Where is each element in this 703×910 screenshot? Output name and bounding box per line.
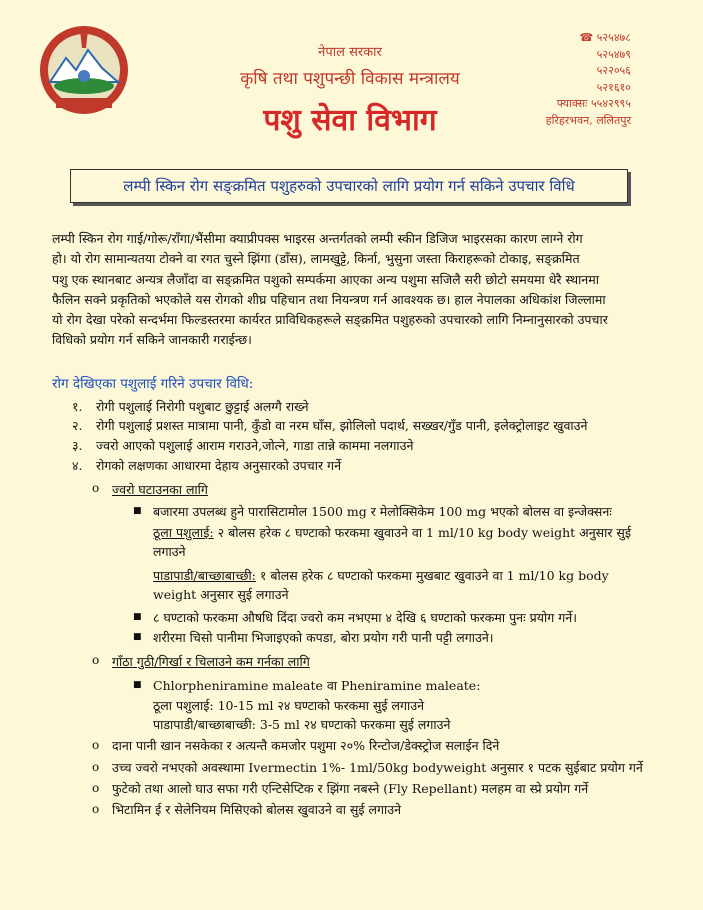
antihistamine-small: पाडापाडी/बाच्छाबाच्छी: 3-5 ml २४ घण्टाको फरकमा सुई लगाउने: [153, 717, 451, 732]
antihistamine-text: Chlorpheniramine maleate वा Pheniramine maleate:: [153, 678, 481, 693]
document-title: लम्पी स्किन रोग सङ्क्रमित पशुहरुको उपचारको लागि प्रयोग गर्न सकिने उपचार विधि: [123, 177, 575, 195]
swelling-heading: गाँठा गुठी/गिर्खा र चिलाउने कम गर्नका लागि: [112, 654, 310, 669]
circle-bullet: o: [92, 653, 100, 667]
fax-line: फ्याक्सः ५५४२९९५: [556, 97, 631, 110]
step-text: रोगी पशुलाई प्रशस्त मात्रामा पानी, कुँडो वा नरम घाँस, झोलिलो पदार्थ, सख्खर/गुँड पानी, इलेक्ट्रोलाइट खुवाउने: [96, 418, 588, 433]
square-bullet: ■: [133, 632, 142, 642]
fever-repeat-text: ८ घण्टाको फरकमा औषधि दिंदा ज्वरो कम नभएमा ४ देखि ६ घण्टाको फरकमा पुनः प्रयोग गर्ने।: [153, 610, 577, 625]
circle-bullet: o: [92, 781, 100, 795]
other-item: भिटामिन ई र सेलेनियम मिसिएको बोलस खुवाउने वा सुई लगाउने: [112, 802, 402, 817]
square-bullet: ■: [133, 612, 142, 622]
intro-line: फैलिन सक्ने प्रकृतिको भएकोले यस रोगको शीघ्र पहिचान तथा नियन्त्रण गर्न आवश्यक छ। हाल नेपालका अधिकांश जिल्लामा: [52, 291, 606, 307]
step-number: ४.: [72, 458, 83, 473]
fever-large-dose: ठूला पशुलाई: २ बोलस हरेक ८ घण्टाको फरकमा खुवाउने वा 1 ml/10 kg body weight अनुसार सुई: [153, 525, 632, 540]
other-item: फुटेको तथा आलो घाउ सफा गरी एन्टिसेप्टिक र झिंगा नबस्ने (Fly Repellant) मलहम वा स्प्रे प्रयोग गर्ने: [112, 781, 589, 796]
step-number: ३.: [72, 438, 83, 453]
fever-large-dose-cont: लगाउने: [153, 544, 186, 559]
phone-icon: ☎: [579, 31, 594, 44]
government-name: नेपाल सरकार: [318, 45, 382, 60]
step-text: रोगको लक्षणका आधारमा देहाय अनुसारको उपचार गर्ने: [96, 458, 342, 473]
intro-line: विधिको प्रयोग गर्न सकिने जानकारी गराईन्छ।: [52, 332, 252, 348]
department-name: पशु सेवा विभाग: [263, 103, 437, 138]
ministry-name: कृषि तथा पशुपन्छी विकास मन्त्रालय: [240, 69, 460, 89]
fever-heading: ज्वरो घटाउनका लागि: [112, 482, 208, 497]
phone-line-1: ☎ ५२५४७८: [579, 31, 631, 44]
large-animal-label: ठूला पशुलाई:: [153, 525, 214, 540]
circle-bullet: o: [92, 802, 100, 816]
other-item: उच्च ज्वरो नभएको अवस्थामा Ivermectin 1%- 1ml/50kg bodyweight अनुसार १ पटक सुईबाट प्रयोग गर्ने: [112, 760, 643, 775]
document-title-box: [70, 169, 628, 203]
square-bullet: ■: [133, 506, 142, 516]
circle-bullet: o: [92, 760, 100, 774]
antihistamine-large: ठूला पशुलाई: 10-15 ml २४ घण्टाको फरकमा सुई लगाउने: [153, 698, 425, 713]
fever-small-dose-cont: weight अनुसार सुई लगाउने: [153, 587, 289, 602]
fever-cooling-text: शरीरमा चिसो पानीमा भिजाइएको कपडा, बोरा प्रयोग गरी पानी पट्टी लगाउने।: [153, 630, 494, 645]
phone-line-2: ५२५४७९: [596, 47, 631, 61]
address-line: हरिहरभवन, ललितपुर: [545, 113, 631, 127]
fever-medicine-text: बजारमा उपलब्ध हुने पारासिटामोल 1500 mg र मेलोक्सिकेम 100 mg भएको बोलस वा इन्जेक्सनः: [153, 504, 612, 519]
contact-block: [546, 30, 631, 129]
intro-line: हो। यो रोग सामान्यतया टोक्ने वा रगत चुस्ने झिंगा (डाँस), लामखुट्टे, किर्ना, भुसुना जस्ता किराहरूको टोकाइ, सङ्क्रमित: [52, 251, 580, 267]
phone-line-3: ५२२०५६: [596, 64, 631, 77]
fever-small-dose: पाडापाडी/बाच्छाबाच्छी: १ बोलस हरेक ८ घण्टाको फरकमा मुखबाट खुवाउने वा 1 ml/10 kg body: [153, 568, 609, 583]
intro-line: यो रोग देखा परेको सन्दर्भमा फिल्डस्तरमा कार्यरत प्राविधिकहरूले सङ्क्रमित पशुहरुको उपचारको लागि निम्नानुसारको उपचार: [52, 312, 608, 328]
step-text: रोगी पशुलाई निरोगी पशुबाट छुट्टाई अलग्गै राख्ने: [96, 399, 309, 414]
intro-line: लम्पी स्किन रोग गाई/गोरू/राँगा/भैंसीमा क्याप्रीपक्स भाइरस अन्तर्गतको लम्पी स्कीन डिजिज भाइरसका कारण लाग्ने रोग: [52, 231, 583, 246]
square-bullet: ■: [133, 680, 142, 690]
step-number: १.: [72, 399, 83, 414]
circle-bullet: o: [92, 738, 100, 752]
circle-bullet: o: [92, 481, 100, 495]
step-number: २.: [72, 418, 83, 433]
nepal-government-emblem: [36, 22, 132, 116]
intro-paragraph: [52, 229, 668, 351]
small-animal-label: पाडापाडी/बाच्छाबाच्छी:: [153, 568, 256, 583]
phone-line-4: ५२१६१०: [596, 80, 631, 94]
other-item: दाना पानी खान नसकेका र अत्यन्तै कमजोर पशुमा २०% रिन्टोज/डेक्स्ट्रोज सलाईन दिने: [112, 738, 500, 753]
section-heading: रोग देखिएका पशुलाई गरिने उपचार विधि:: [52, 376, 254, 392]
step-text: ज्वरो आएको पशुलाई आराम गराउने,जोत्ने, गाडा तान्ने काममा नलगाउने: [96, 438, 414, 453]
intro-line: पशु एक स्थानबाट अन्यत्र लैजाँदा वा सङ्क्रमित पशुको सम्पर्कमा आएका अन्य पशुमा सजिलै सरी छोटो समयमा धेरै स्थानमा: [52, 271, 599, 287]
